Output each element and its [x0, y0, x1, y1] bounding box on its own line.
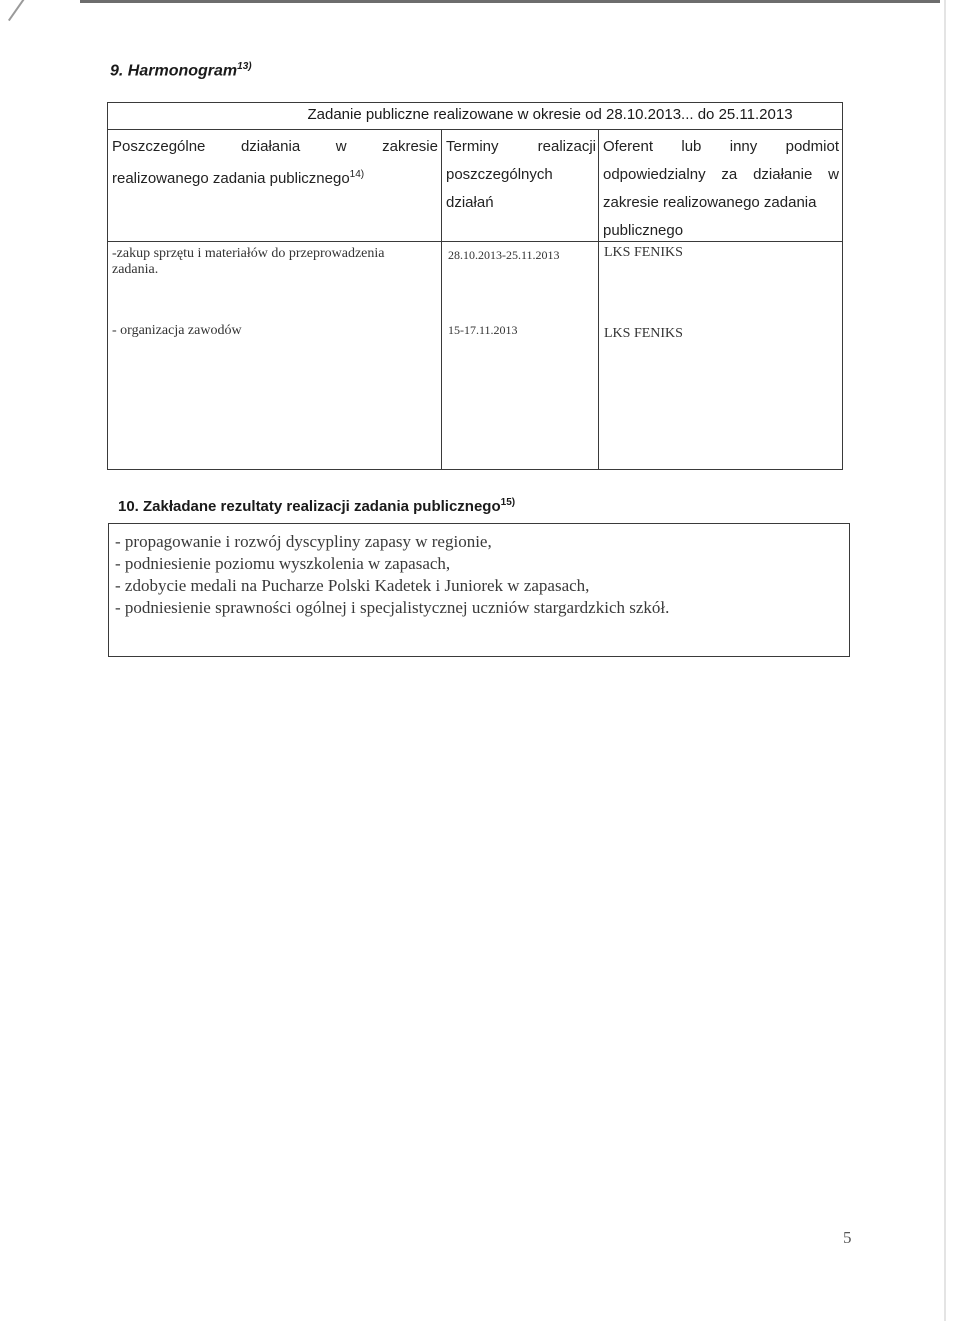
row-1-activity-line2: zadania. [112, 262, 159, 277]
header-word: w [828, 166, 839, 183]
column-header-dates-line1 [446, 133, 596, 161]
table-divider-1 [441, 130, 442, 469]
scan-right-edge [944, 0, 946, 1321]
section-10-title [118, 497, 515, 515]
column-header-dates [446, 133, 596, 217]
column-header-activities-line1 [112, 133, 438, 161]
header-word: Poszczególne [112, 138, 206, 155]
result-item: - zdobycie medali na Pucharze Polski Kadetek i Juniorek w zapasach, [115, 576, 590, 595]
column-header-responsible-line3: zakresie realizowanego zadania [603, 194, 817, 211]
row-1-responsible: LKS FENIKS [604, 245, 683, 260]
section-10-footnote: 15) [500, 497, 516, 508]
header-word: inny [729, 138, 758, 155]
section-9-footnote: 13) [237, 61, 252, 72]
column-header-dates-line3: działań [446, 194, 494, 211]
section-9-title-text: 9. Harmonogram [110, 62, 238, 80]
result-item: - podniesienie poziomu wyszkolenia w zapasach, [115, 554, 451, 573]
table-divider-2 [598, 130, 599, 469]
header-word: realizacji [537, 138, 596, 155]
header-word: odpowiedzialny [603, 166, 706, 183]
column-header-responsible-line1 [603, 133, 839, 161]
column-header-dates-line2: poszczególnych [446, 166, 553, 183]
column-header-responsible-line2 [603, 161, 839, 189]
column-header-activities [112, 133, 438, 193]
page-number: 5 [843, 1228, 852, 1247]
row-1-dates: 28.10.2013-25.11.2013 [448, 248, 560, 262]
header-footnote: 14) [349, 169, 365, 180]
header-word: Oferent [603, 138, 654, 155]
section-9-title [110, 61, 252, 80]
header-word: lub [681, 138, 702, 155]
row-2-activity: - organizacja zawodów [112, 323, 242, 338]
header-word: podmiot [785, 138, 839, 155]
header-word: Terminy [446, 138, 499, 155]
row-1-activity [112, 246, 437, 278]
column-header-responsible-line4: publicznego [603, 222, 684, 239]
scan-top-edge [80, 0, 940, 3]
header-word: zakresie [382, 138, 438, 155]
header-word: działania [240, 138, 301, 155]
header-word: za [721, 166, 738, 183]
header-word: w [335, 138, 347, 155]
result-item: - propagowanie i rozwój dyscypliny zapasy w regionie, [115, 532, 492, 551]
header-word: działanie [753, 166, 813, 183]
result-item: - podniesienie sprawności ogólnej i specjalistycznej uczniów stargardzkich szkół. [115, 598, 670, 617]
column-header-responsible [603, 133, 839, 245]
results-box [108, 523, 850, 657]
header-text: realizowanego zadania publicznego [112, 170, 350, 187]
harmonogram-period-header: Zadanie publiczne realizowane w okresie od 28.10.2013... do 25.11.2013 [108, 103, 842, 130]
row-2-dates: 15-17.11.2013 [448, 323, 518, 337]
scan-corner-mark [8, 0, 90, 21]
row-1-activity-line1: -zakup sprzętu i materiałów do przeprowadzenia [112, 246, 385, 261]
harmonogram-table [107, 102, 843, 470]
column-header-activities-line2 [112, 161, 438, 193]
section-10-title-text: 10. Zakładane rezultaty realizacji zadania publicznego [118, 498, 501, 515]
row-2-responsible: LKS FENIKS [604, 326, 683, 341]
